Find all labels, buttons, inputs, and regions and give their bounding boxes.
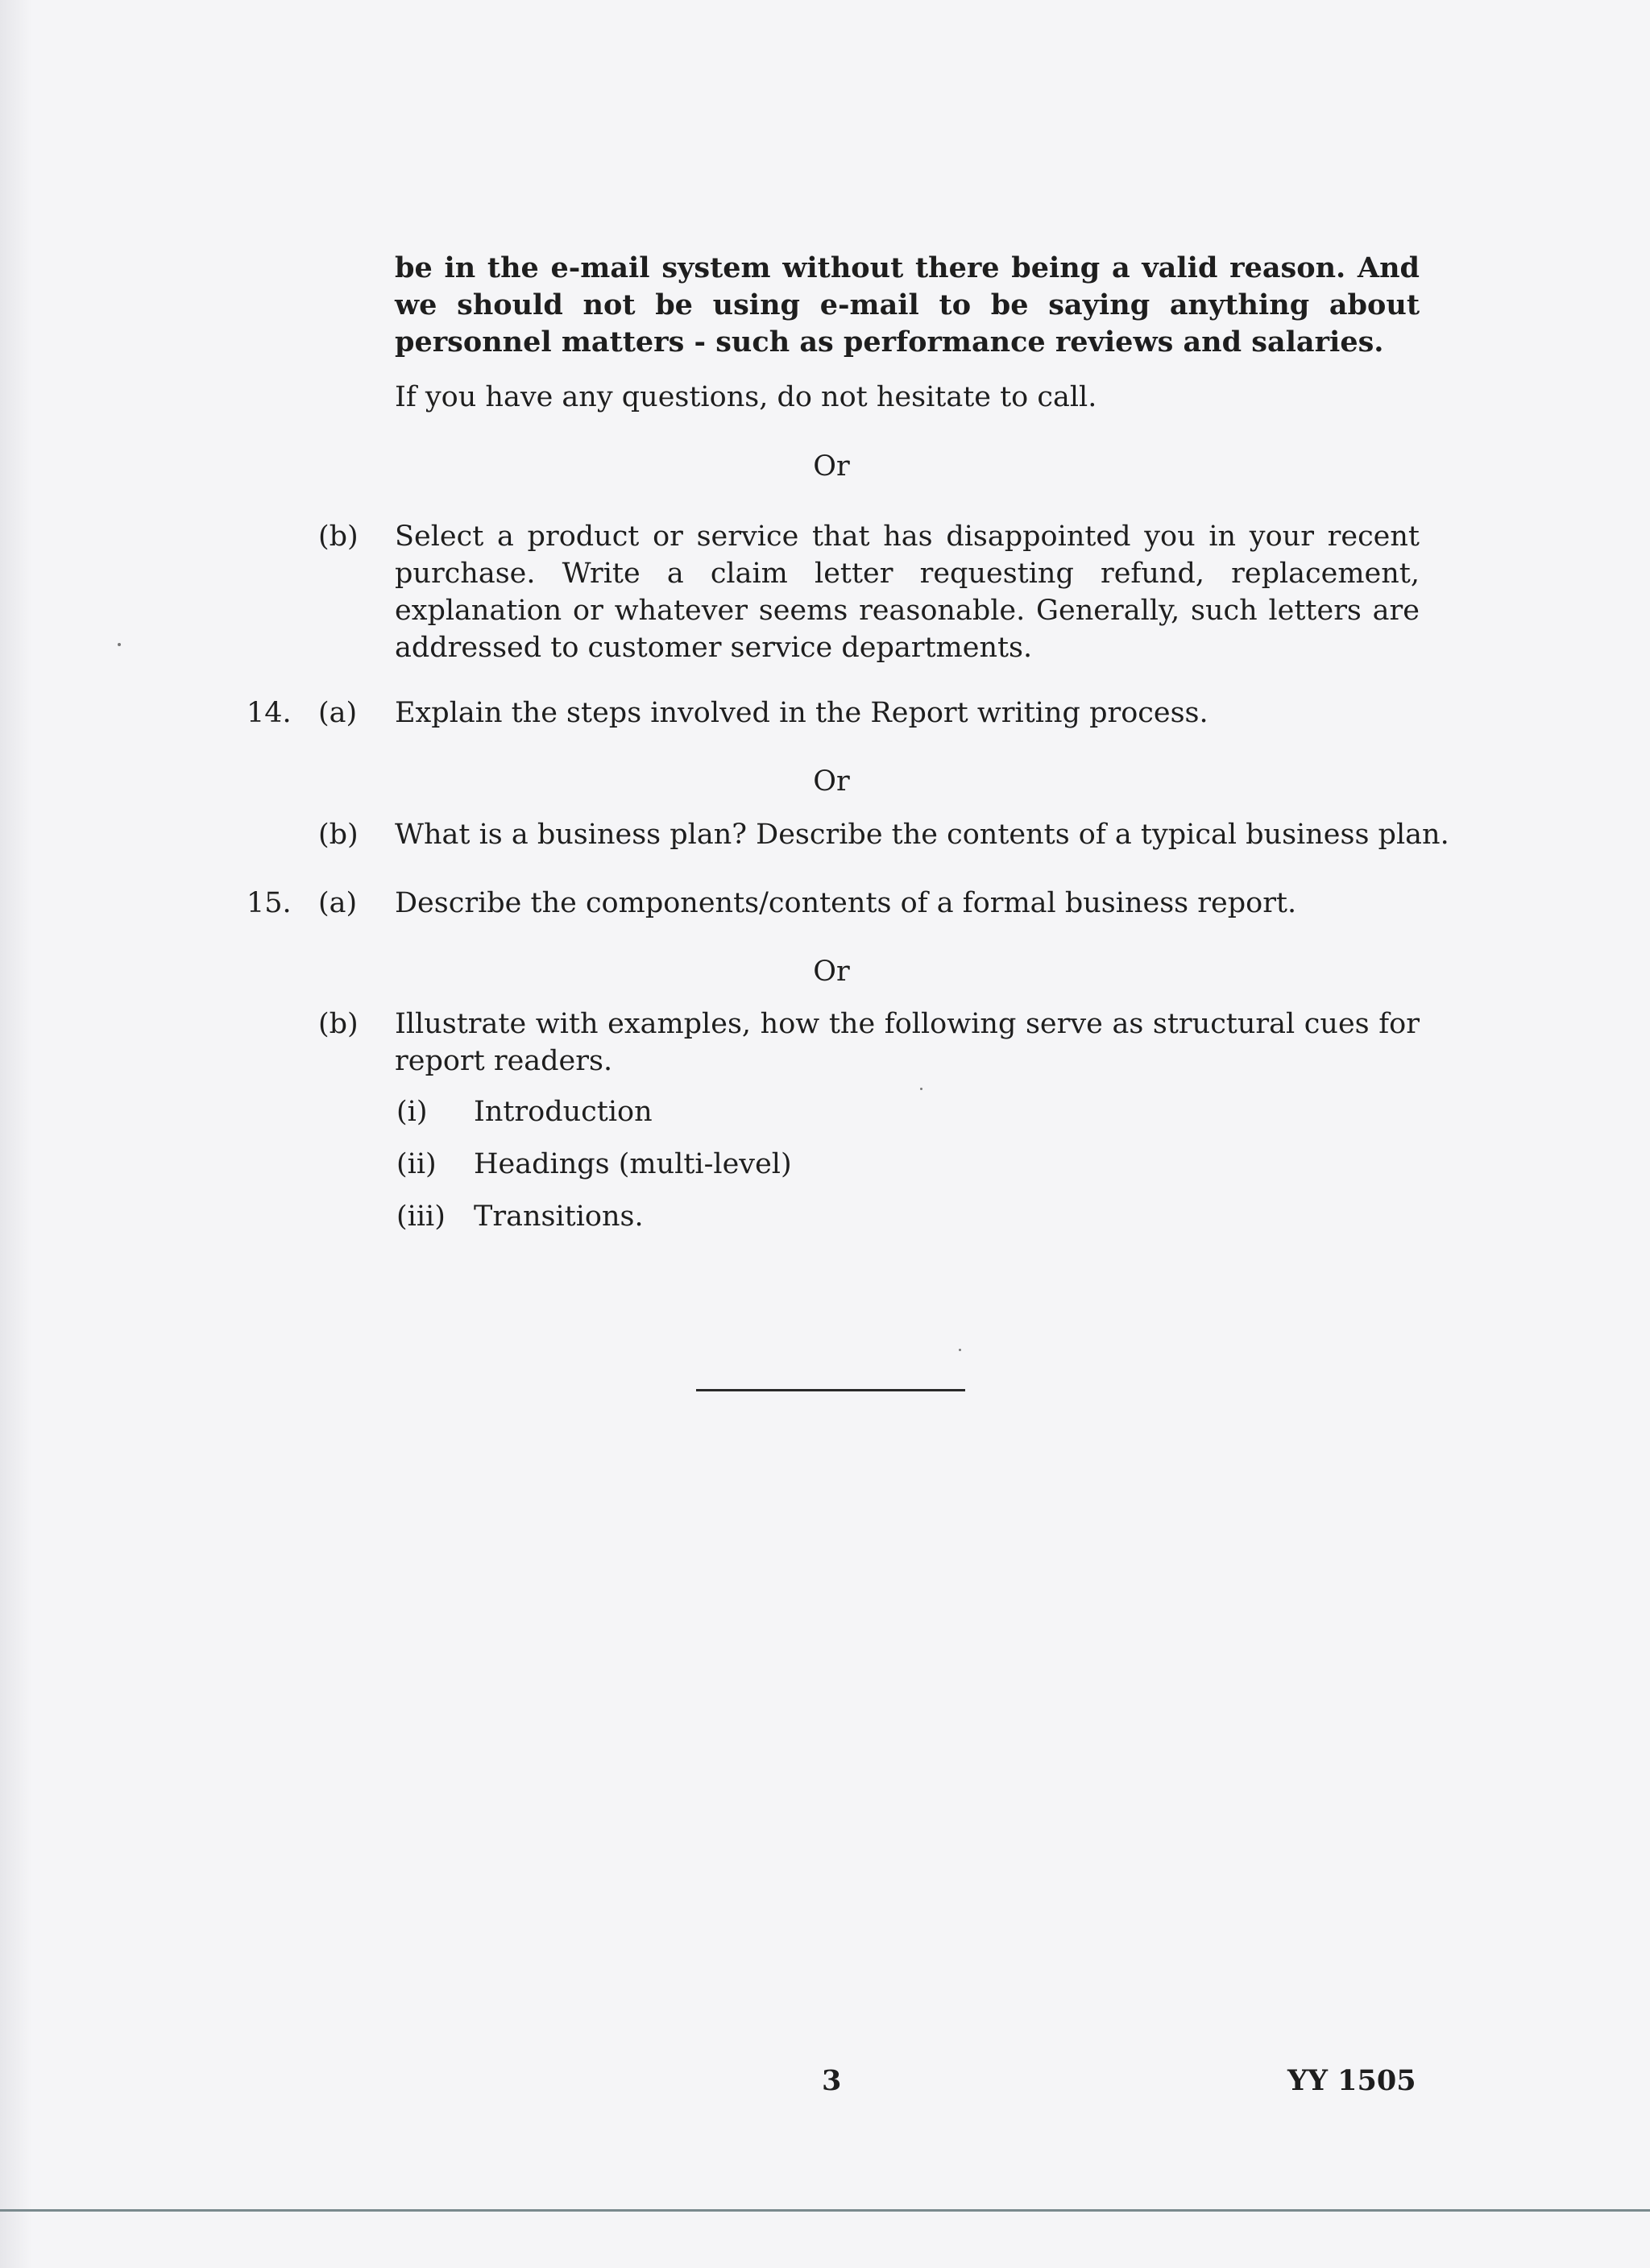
sub-item-text: Introduction (474, 1096, 653, 1128)
scan-speck (920, 1088, 922, 1090)
scan-speck (959, 1349, 961, 1351)
page-number: 3 (822, 2064, 842, 2097)
q15b-label: (b) (318, 1008, 359, 1040)
scan-edge-shade (0, 0, 32, 2268)
or-divider-14: Or (813, 765, 850, 798)
q15a-label: (a) (318, 887, 358, 919)
sub-item-text: Headings (multi-level) (474, 1148, 792, 1180)
or-divider-13: Or (813, 450, 850, 483)
sub-item-label: (iii) (396, 1200, 446, 1233)
q15a-text: Describe the components/contents of a formal business report. (395, 887, 1297, 919)
q13b-label: (b) (318, 520, 359, 553)
end-of-paper-rule (696, 1389, 965, 1391)
q14b-label: (b) (318, 819, 359, 851)
continuation-paragraph: be in the e-mail system without there being a valid reason. And we should not be using e-mail to be saying anything about personnel matters - such as performance reviews and salaries. (395, 251, 1420, 359)
scan-bottom-edge (0, 2209, 1650, 2212)
q14a-text: Explain the steps involved in the Report writing process. (395, 697, 1208, 729)
q14b-text: What is a business plan? Describe the contents of a typical business plan. (395, 819, 1449, 851)
sub-item-label: (i) (396, 1096, 428, 1128)
q15-number: 15. (247, 887, 292, 919)
paper-code: YY 1505 (1287, 2064, 1416, 2097)
scan-speck (118, 643, 121, 646)
q14a-label: (a) (318, 697, 358, 729)
q15b-text: Illustrate with examples, how the following serve as structural cues for report readers. (395, 1008, 1420, 1077)
sub-item-label: (ii) (396, 1148, 437, 1180)
sub-item-text: Transitions. (474, 1200, 644, 1233)
or-divider-15: Or (813, 956, 850, 988)
q13b-text: Select a product or service that has disappointed you in your recent purchase. Write a claim letter requesting refund, replacement, explanation or whatever seems reasonable. Generally, such letters are addressed to customer service departments. (395, 520, 1420, 664)
q14-number: 14. (247, 697, 292, 729)
continuation-closing: If you have any questions, do not hesitate to call. (395, 381, 1097, 413)
